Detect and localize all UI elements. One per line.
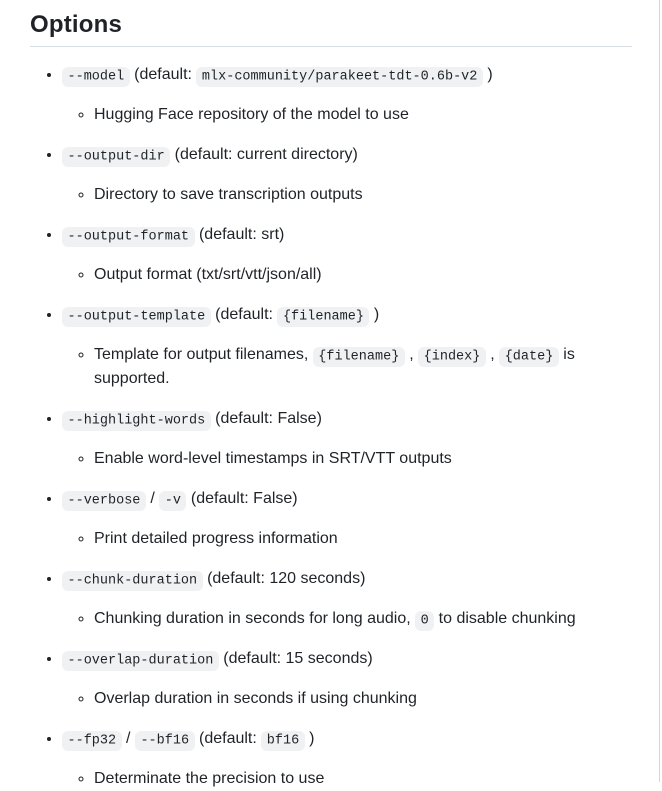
option-description: ◦ Enable word-level timestamps in SRT/VTT outputs	[94, 450, 452, 467]
inline-code: --output-format	[62, 227, 195, 247]
option-term: • --fp32 / --bf16 (default: bf16 )	[62, 727, 632, 751]
option-description-item	[94, 447, 632, 471]
option-description-item	[94, 343, 632, 391]
option-item	[62, 487, 632, 551]
option-sublist	[62, 687, 632, 711]
inline-code: --verbose	[62, 491, 146, 511]
inline-code: --overlap-duration	[62, 651, 219, 671]
option-description: ◦ Chunking duration in seconds for long audio, 0 to disable chunking	[94, 607, 632, 631]
option-description-item	[94, 687, 632, 711]
option-term: • --verbose / -v (default: False)	[62, 487, 632, 511]
option-item	[62, 567, 632, 631]
options-list	[30, 63, 632, 791]
inline-code: --highlight-words	[62, 411, 211, 431]
option-sublist	[62, 103, 632, 127]
option-item	[62, 223, 632, 287]
option-item	[62, 727, 632, 791]
inline-code: mlx-community/parakeet-tdt-0.6b-v2	[196, 67, 482, 87]
option-sublist	[62, 343, 632, 391]
option-term: • --output-template (default: {filename} )	[62, 303, 632, 327]
inline-code: {filename}	[313, 347, 405, 367]
option-description-item	[94, 607, 632, 631]
option-sublist	[62, 767, 632, 791]
option-term: • --output-dir (default: current directory)	[62, 143, 632, 167]
option-description: ◦ Directory to save transcription outputs	[94, 186, 363, 203]
option-description-item	[94, 103, 632, 127]
option-term: • --model (default: mlx-community/parakeet-tdt-0.6b-v2 )	[62, 63, 632, 87]
inline-code: -v	[159, 491, 186, 511]
option-sublist	[62, 527, 632, 551]
inline-code: --output-template	[62, 307, 211, 327]
option-description-item	[94, 263, 632, 287]
inline-code: --bf16	[135, 731, 195, 751]
option-term: • --highlight-words (default: False)	[62, 407, 632, 431]
option-description: ◦ Hugging Face repository of the model to use	[94, 106, 409, 123]
option-sublist	[62, 263, 632, 287]
inline-code: {index}	[418, 347, 486, 367]
option-description-item	[94, 767, 632, 791]
option-description: ◦ Determinate the precision to use	[94, 770, 325, 787]
inline-code: --model	[62, 67, 130, 87]
page-title: Options	[30, 6, 632, 47]
option-description-item	[94, 183, 632, 207]
option-item	[62, 63, 632, 127]
option-sublist	[62, 607, 632, 631]
option-description: ◦ Output format (txt/srt/vtt/json/all)	[94, 266, 322, 283]
inline-code: bf16	[261, 731, 304, 751]
option-item	[62, 303, 632, 391]
option-term: • --output-format (default: srt)	[62, 223, 632, 247]
option-description: ◦ Overlap duration in seconds if using chunking	[94, 690, 417, 707]
option-item	[62, 647, 632, 711]
option-description: ◦ Print detailed progress information	[94, 530, 338, 547]
option-sublist	[62, 183, 632, 207]
window-right-edge-line	[659, 0, 660, 782]
inline-code: 0	[415, 611, 434, 631]
option-description-item	[94, 527, 632, 551]
inline-code: {date}	[499, 347, 559, 367]
inline-code: --fp32	[62, 731, 122, 751]
option-description: ◦ Template for output filenames, {filename} , {index} , {date} is supported.	[94, 346, 575, 387]
option-sublist	[62, 447, 632, 471]
option-item	[62, 407, 632, 471]
option-term: • --overlap-duration (default: 15 seconds)	[62, 647, 632, 671]
option-term: • --chunk-duration (default: 120 seconds)	[62, 567, 632, 591]
inline-code: {filename}	[277, 307, 369, 327]
inline-code: --output-dir	[62, 147, 170, 167]
option-item	[62, 143, 632, 207]
inline-code: --chunk-duration	[62, 571, 203, 591]
